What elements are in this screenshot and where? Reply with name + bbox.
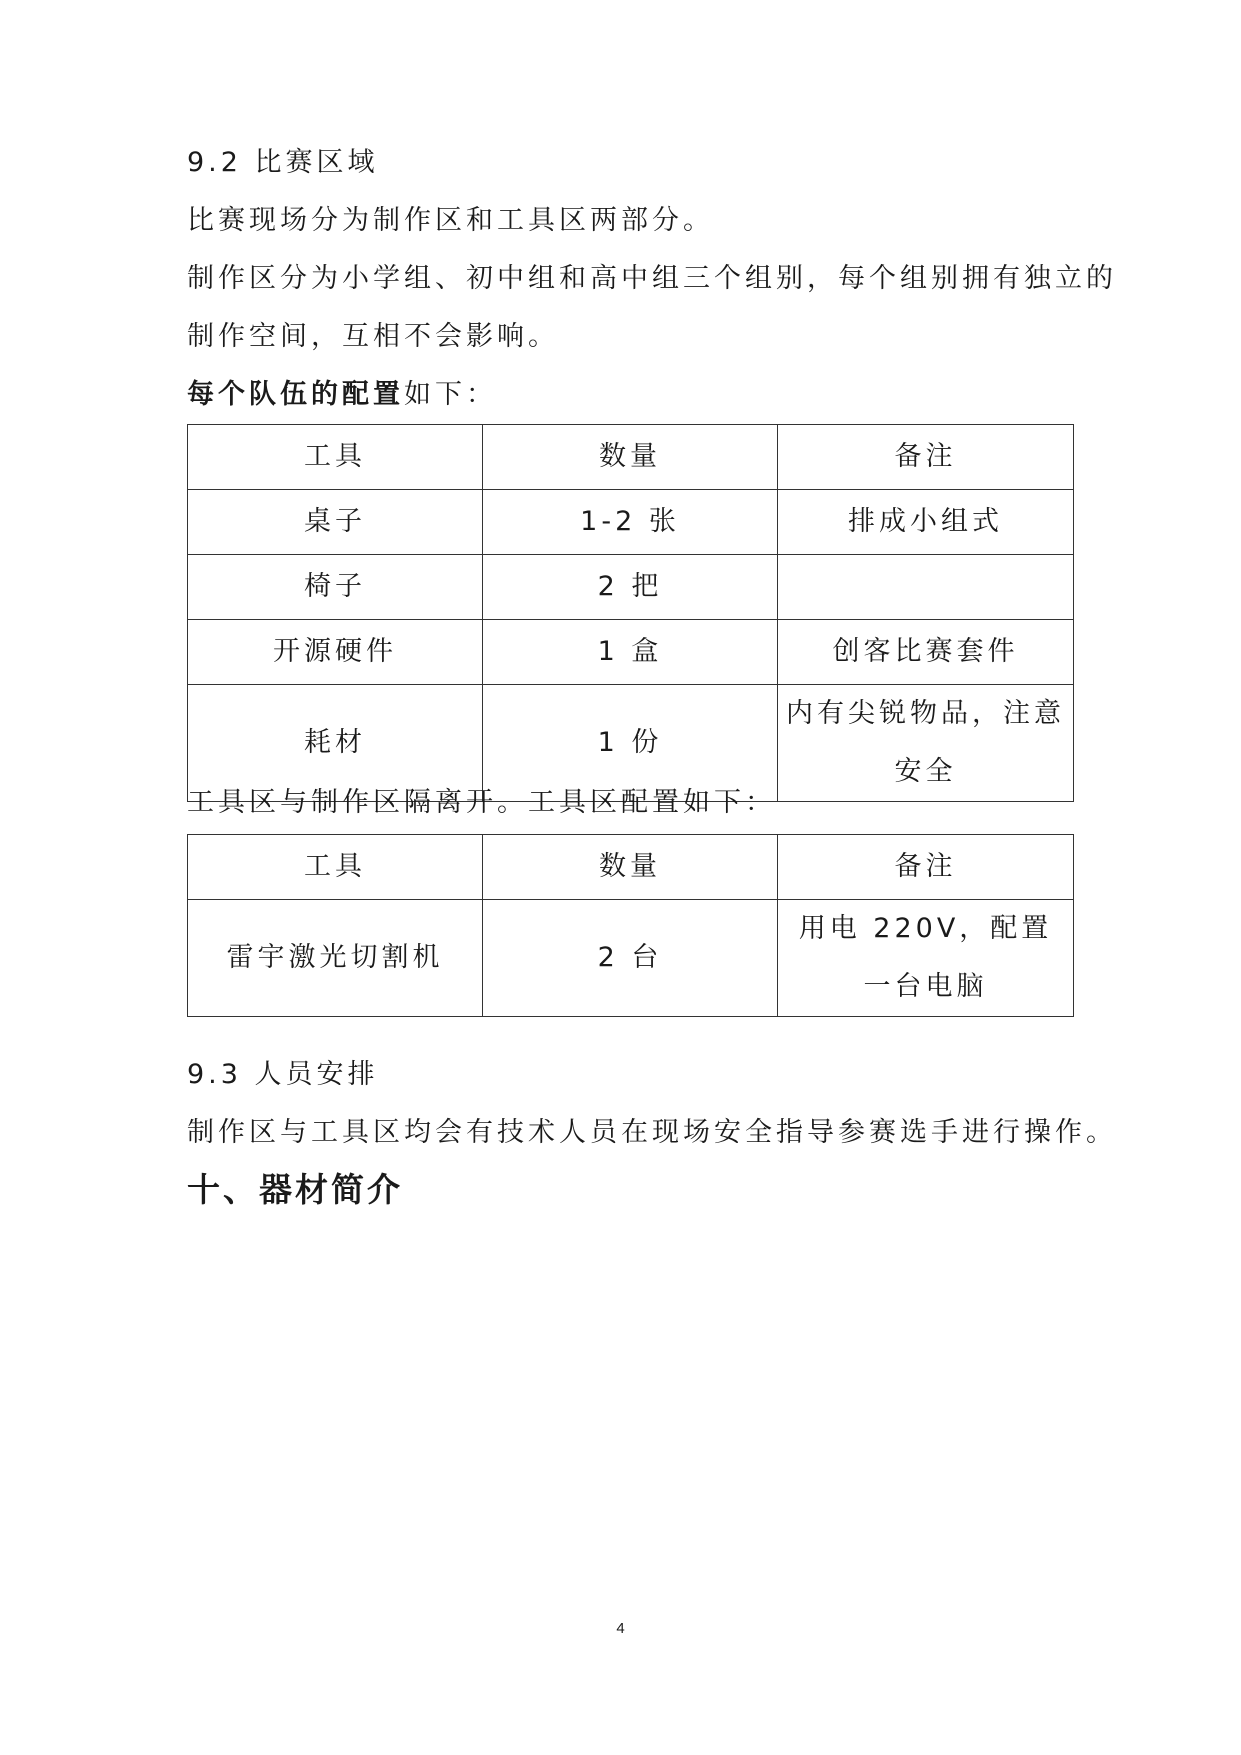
section-heading-9-3: 9.3 人员安排 <box>187 1059 379 1090</box>
header-cell: 数量 <box>483 835 778 900</box>
paragraph-venue-parts: 比赛现场分为制作区和工具区两部分。 <box>187 205 714 236</box>
team-config-suffix: 如下： <box>404 379 497 410</box>
paragraph-team-config <box>187 378 497 412</box>
table-cell: 耗材 <box>188 685 483 802</box>
table-cell: 1-2 张 <box>483 490 778 555</box>
table-cell: 2 把 <box>483 555 778 620</box>
table-cell: 用电 220V，配置一台电脑 <box>778 900 1074 1017</box>
table-row <box>188 490 1074 555</box>
paragraph-tool-area: 工具区与制作区隔离开。工具区配置如下： <box>187 787 776 818</box>
table-cell: 开源硬件 <box>188 620 483 685</box>
table-cell: 1 盒 <box>483 620 778 685</box>
section-heading-10: 十、器材简介 <box>187 1170 403 1209</box>
header-cell: 工具 <box>188 425 483 490</box>
table-cell: 1 份 <box>483 685 778 802</box>
table-cell: 桌子 <box>188 490 483 555</box>
table-cell: 椅子 <box>188 555 483 620</box>
table-row <box>188 685 1074 802</box>
table-cell <box>778 555 1074 620</box>
table-header-row <box>188 835 1074 900</box>
table-header-row <box>188 425 1074 490</box>
team-config-table <box>187 424 1074 802</box>
section-heading-9-2: 9.2 比赛区域 <box>187 147 379 178</box>
table-cell: 内有尖锐物品，注意安全 <box>778 685 1074 802</box>
table-row <box>188 620 1074 685</box>
paragraph-groups-line2: 制作空间，互相不会影响。 <box>187 321 559 352</box>
paragraph-groups-line1: 制作区分为小学组、初中组和高中组三个组别，每个组别拥有独立的 <box>187 263 1117 294</box>
table-row <box>188 900 1074 1017</box>
table-cell: 2 台 <box>483 900 778 1017</box>
paragraph-staff: 制作区与工具区均会有技术人员在现场安全指导参赛选手进行操作。 <box>187 1117 1117 1148</box>
header-cell: 备注 <box>778 425 1074 490</box>
header-cell: 备注 <box>778 835 1074 900</box>
team-config-emphasis: 每个队伍的配置 <box>187 379 404 410</box>
table-cell: 创客比赛套件 <box>778 620 1074 685</box>
table-cell: 雷宇激光切割机 <box>188 900 483 1017</box>
table-cell: 排成小组式 <box>778 490 1074 555</box>
page-number: 4 <box>616 1620 625 1637</box>
tool-area-table <box>187 834 1074 1017</box>
header-cell: 工具 <box>188 835 483 900</box>
table-row <box>188 555 1074 620</box>
header-cell: 数量 <box>483 425 778 490</box>
